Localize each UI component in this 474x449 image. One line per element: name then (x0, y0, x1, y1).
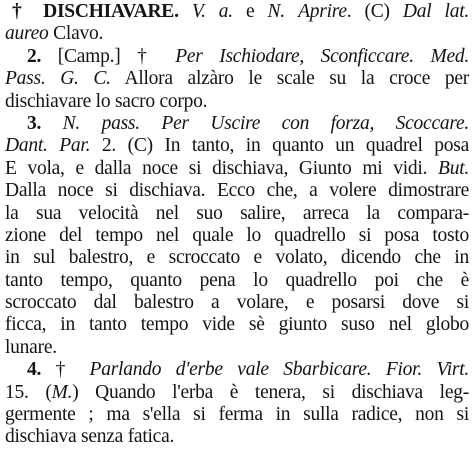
text-run: N. (267, 1, 285, 22)
entry-line-5 (5, 91, 469, 113)
text-run: 3. (27, 112, 63, 134)
text-run: 15. ( (5, 381, 52, 403)
entry-line-12 (5, 247, 469, 269)
text-run: 2. (C) In tanto, in quanto un quadrel posa (90, 135, 469, 157)
text-run: la sua velocità nel suo salire, arreca la compara- (5, 202, 469, 224)
text-run: 4. (27, 359, 56, 381)
text-run: Allora alzàro le scale su la croce per (110, 68, 469, 90)
text-run: E vola, e dalla noce si dischiava, Giunto mi vidi. (5, 157, 439, 179)
text-run: tanto tempo, quanto pena lo quadrello poi che è (5, 269, 469, 291)
entry-line-19 (5, 404, 469, 426)
text-run: . (174, 1, 192, 22)
text-run: Dalla noce si dischiava. Ecco che, a volere dimostrare (5, 180, 469, 202)
entry-line-14 (5, 292, 469, 314)
entry-line-4 (5, 68, 469, 90)
text-run: dischiavare lo sacro corpo. (5, 90, 208, 112)
text-run: ficca, in tanto tempo vide sè giunto suso nel globo (5, 314, 469, 336)
text-run: † (12, 1, 44, 22)
entry-line-3 (5, 46, 469, 68)
entry-line-2 (5, 23, 469, 45)
text-run: Dant. Par. (5, 135, 91, 157)
entry-line-20 (5, 426, 469, 448)
text-run (285, 1, 298, 22)
text-run: dischiava senza fatica. (5, 426, 175, 448)
entry-line-9 (5, 180, 469, 202)
text-run: lunare. (5, 336, 57, 358)
text-run: Per Ischiodare, Sconficcare. Med. (175, 45, 469, 67)
text-run: ) Quando l'erba è tenera, si dischiava leg- (72, 381, 469, 403)
entry-line-10 (5, 203, 469, 225)
entry-line-17 (5, 359, 469, 381)
text-run: But. (438, 157, 469, 179)
entry-line-16 (5, 337, 469, 359)
entry-line-15 (5, 314, 469, 336)
text-run: Pass. G. C. (5, 68, 111, 90)
text-run: V. a. (191, 1, 233, 22)
entry-line-8 (5, 158, 469, 180)
text-run: N. pass. Per Uscire con forza, Scoccare. (62, 112, 470, 134)
text-run: in sul balestro, e scroccato e volato, dicendo che in (5, 247, 469, 269)
text-run: † (55, 359, 90, 381)
entry-line-6 (5, 113, 469, 135)
text-run: Aprire (298, 1, 347, 22)
entry-line-11 (5, 225, 469, 247)
entry-line-18 (5, 382, 469, 404)
text-run: Clavo. (48, 23, 104, 45)
text-run: zione del tempo nel quale lo quadrello si posa tosto (5, 224, 469, 246)
text-run: scroccato dal balestro a volare, e posarsi dove si (5, 292, 469, 314)
text-run: germente ; ma s'ella si ferma in sulla radice, non si (5, 404, 469, 426)
text-run: Parlando d'erbe vale Sbarbicare. Fior. Virt. (89, 359, 470, 381)
text-run: DISCHIAVARE (43, 1, 175, 22)
text-run: 2. (27, 45, 58, 67)
text-run: e (232, 1, 268, 22)
text-run: [Camp.] † (57, 45, 176, 67)
text-run: Dal lat. (402, 1, 469, 22)
text-run: aureo (5, 23, 49, 45)
text-run: . (C) (346, 1, 403, 22)
text-run: M. (51, 381, 73, 403)
entry-line-13 (5, 270, 469, 292)
entry-line-1 (5, 1, 469, 23)
entry-line-7 (5, 135, 469, 157)
